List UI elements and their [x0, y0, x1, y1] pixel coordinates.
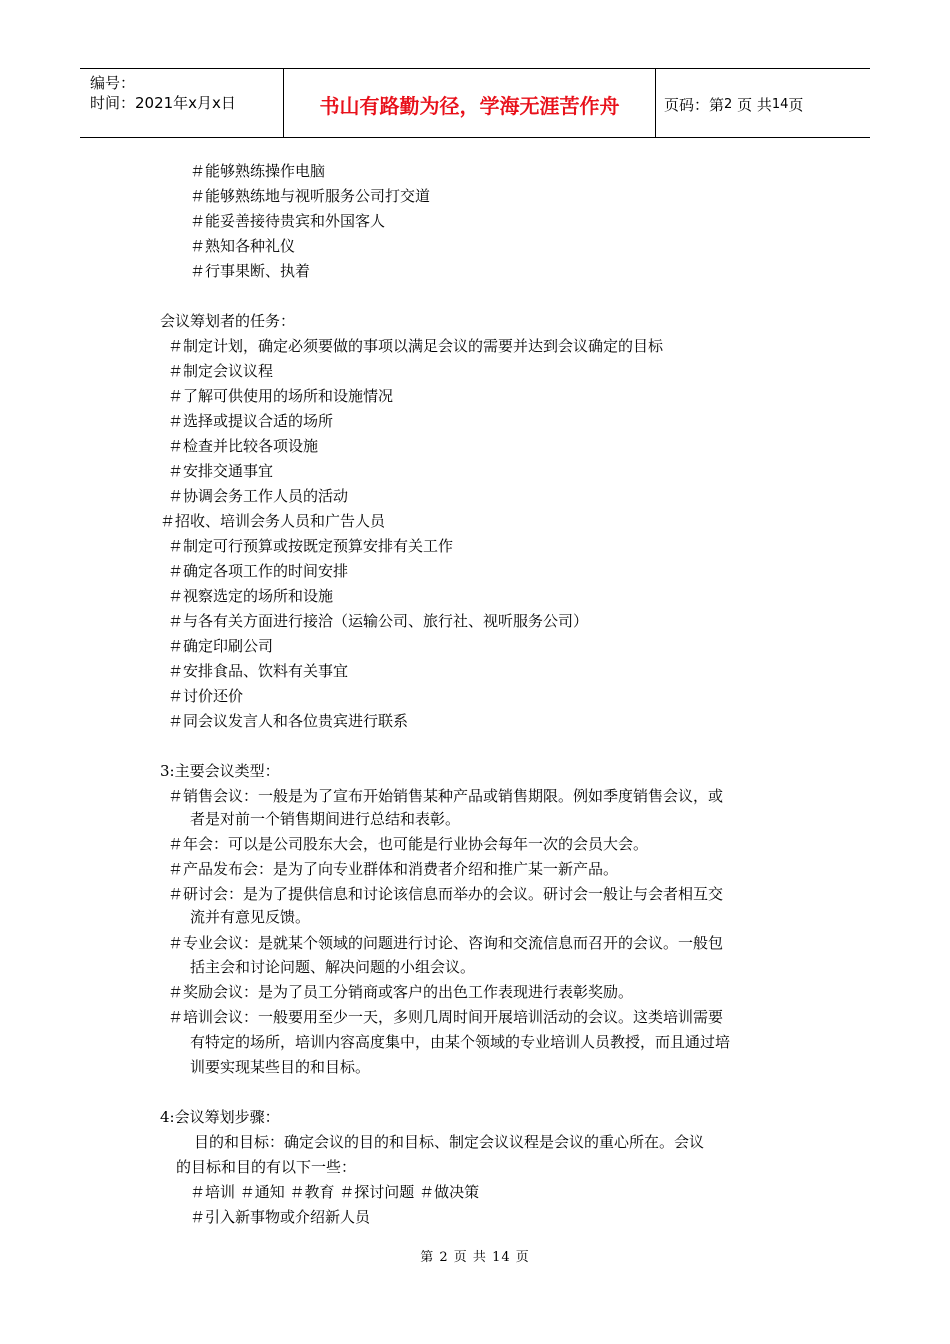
task-item: ＃与各有关方面进行接洽（运输公司、旅行社、视听服务公司）	[168, 612, 589, 630]
task-item: ＃选择或提议合适的场所	[168, 412, 334, 430]
page-suffix: 页	[788, 95, 804, 114]
task-item: ＃招收、培训会务人员和广告人员	[160, 512, 386, 530]
types-heading: 3:主要会议类型：	[160, 762, 280, 780]
goals-line: ＃引入新事物或介绍新人员	[190, 1208, 371, 1226]
footer-mid: 页 共	[453, 1250, 487, 1265]
task-item: ＃了解可供使用的场所和设施情况	[168, 387, 394, 405]
task-item: ＃同会议发言人和各位贵宾进行联系	[168, 712, 409, 730]
intro-item: ＃熟知各种礼仪	[190, 237, 296, 255]
type-line: 者是对前一个销售期间进行总结和表彰。	[190, 810, 461, 828]
type-line: ＃销售会议：一般是为了宣布开始销售某种产品或销售期限。例如季度销售会议，或	[168, 787, 724, 805]
tasks-heading: 会议筹划者的任务：	[160, 312, 296, 330]
header-motto: 书山有路勤为径，学海无涯苦作舟	[283, 69, 656, 137]
type-line: ＃年会：可以是公司股东大会，也可能是行业协会每年一次的会员大会。	[168, 835, 649, 853]
page-total: 14	[771, 96, 789, 112]
header-page-info	[656, 69, 870, 137]
type-line: 括主会和讨论问题、解决问题的小组会议。	[190, 958, 476, 976]
goals-line: ＃培训 ＃通知 ＃教育 ＃探讨问题 ＃做决策	[190, 1183, 480, 1201]
intro-item: ＃能够熟练地与视听服务公司打交道	[190, 187, 431, 205]
serial-label: 编号：	[90, 74, 136, 92]
task-item: ＃讨价还价	[168, 687, 244, 705]
steps-paragraph-line: 目的和目标：确定会议的目的和目标、制定会议议程是会议的重心所在。会议	[194, 1133, 705, 1151]
footer-prefix: 第	[420, 1250, 435, 1265]
task-item: ＃视察选定的场所和设施	[168, 587, 334, 605]
task-item: ＃检查并比较各项设施	[168, 437, 319, 455]
steps-heading: 4:会议筹划步骤：	[160, 1108, 280, 1126]
type-line: ＃奖励会议：是为了员工分销商或客户的出色工作表现进行表彰奖励。	[168, 983, 634, 1001]
task-item: ＃安排交通事宜	[168, 462, 274, 480]
page-prefix: 页码：第	[664, 95, 725, 114]
type-line: 流并有意见反馈。	[190, 908, 311, 926]
task-item: ＃协调会务工作人员的活动	[168, 487, 349, 505]
type-line: ＃专业会议：是就某个领域的问题进行讨论、咨询和交流信息而召开的会议。一般包	[168, 934, 724, 952]
intro-item: ＃行事果断、执着	[190, 262, 311, 280]
task-item: ＃安排食品、饮料有关事宜	[168, 662, 349, 680]
page-header	[80, 68, 870, 138]
intro-item: ＃能够熟练操作电脑	[190, 162, 326, 180]
task-item: ＃确定各项工作的时间安排	[168, 562, 349, 580]
type-line: ＃培训会议：一般要用至少一天，多则几周时间开展培训活动的会议。这类培训需要	[168, 1008, 724, 1026]
type-line: ＃研讨会：是为了提供信息和讨论该信息而举办的会议。研讨会一般让与会者相互交	[168, 885, 724, 903]
task-item: ＃制定计划，确定必须要做的事项以满足会议的需要并达到会议确定的目标	[168, 337, 664, 355]
page-footer	[0, 1246, 950, 1265]
task-item: ＃制定会议议程	[168, 362, 274, 380]
task-item: ＃确定印刷公司	[168, 637, 274, 655]
page-num: 2	[724, 96, 733, 112]
header-meta	[80, 69, 283, 137]
footer-page: 2	[439, 1250, 449, 1265]
footer-suffix: 页	[515, 1250, 530, 1265]
type-line: 训要实现某些目的和目标。	[190, 1058, 371, 1076]
task-item: ＃制定可行预算或按既定预算安排有关工作	[168, 537, 454, 555]
page-mid: 页 共	[737, 95, 772, 114]
type-line: 有特定的场所，培训内容高度集中，由某个领域的专业培训人员教授，而且通过培	[190, 1033, 731, 1051]
intro-item: ＃能妥善接待贵宾和外国客人	[190, 212, 386, 230]
type-line: ＃产品发布会：是为了向专业群体和消费者介绍和推广某一新产品。	[168, 860, 619, 878]
footer-total: 14	[492, 1250, 511, 1265]
time-label: 时间：2021年x月x日	[90, 94, 236, 112]
steps-paragraph-line: 的目标和目的有以下一些：	[176, 1158, 357, 1176]
